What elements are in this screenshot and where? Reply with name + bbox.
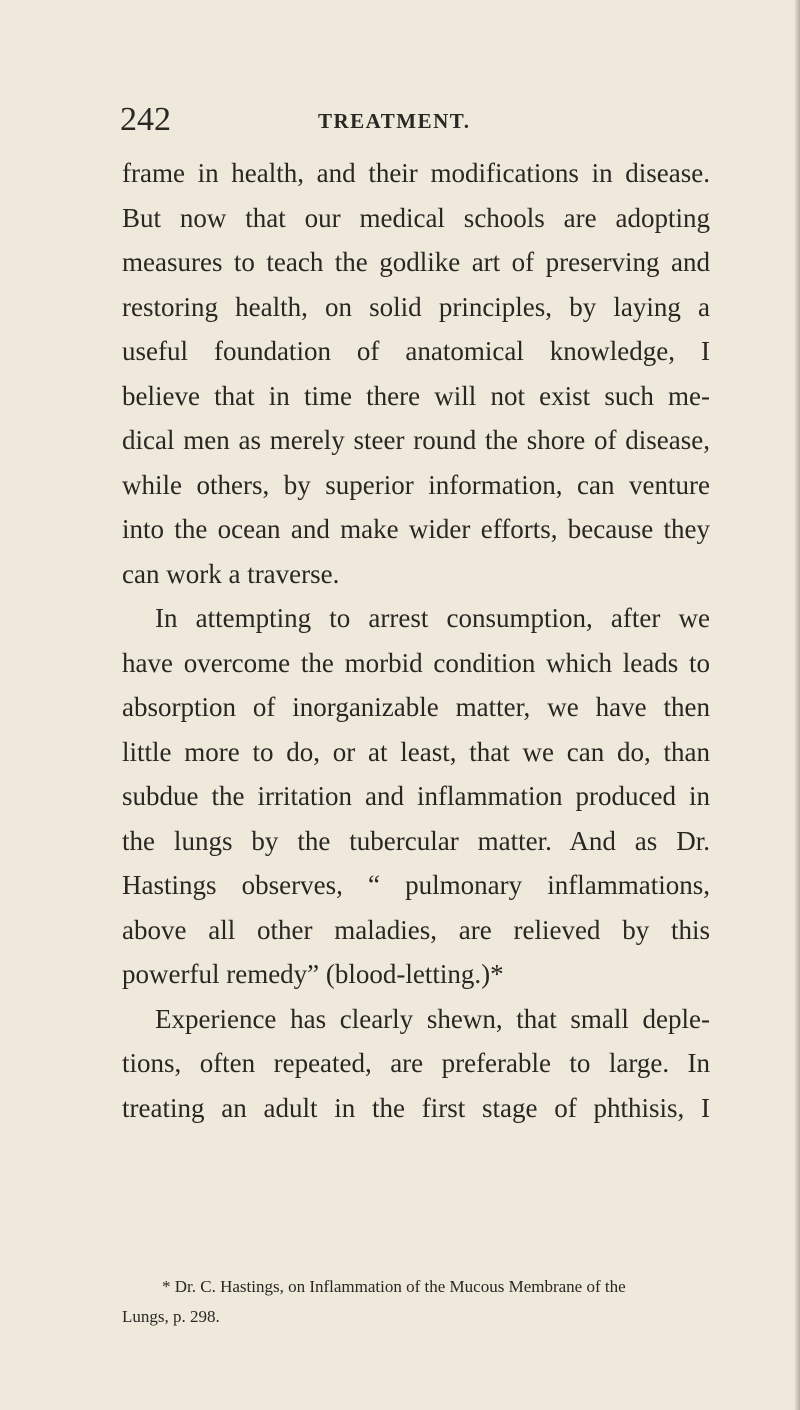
text-line: powerful remedy” (blood-letting.)* (122, 959, 504, 989)
paragraph-start-line: Experience has clearly shewn, that small deple- (155, 1003, 710, 1034)
text-line: while others, by superior information, can venture (122, 469, 710, 500)
text-line: into the ocean and make wider efforts, because they (122, 514, 710, 544)
text-line: dical men as merely steer round the shore of disease, (122, 425, 710, 455)
running-head: TREATMENT. (318, 109, 471, 133)
text-line: frame in health, and their modifications in disease. (122, 158, 710, 188)
page-header (0, 100, 800, 140)
page-number: 242 (120, 101, 171, 138)
footnote-line: Lungs, p. 298. (122, 1307, 220, 1326)
text-line: treating an adult in the first stage of phthisis, I (122, 1092, 710, 1123)
text-line: absorption of inorganizable matter, we have then (122, 692, 710, 722)
text-line: subdue the irritation and inflammation produced in (122, 781, 710, 811)
text-line: tions, often repeated, are preferable to large. In (122, 1048, 710, 1078)
text-line: useful foundation of anatomical knowledge, I (122, 336, 710, 366)
footnote (122, 1272, 712, 1332)
text-line: restoring health, on solid principles, by laying a (122, 291, 710, 322)
body-text (122, 151, 710, 1130)
text-line: the lungs by the tubercular matter. And as Dr. (122, 825, 710, 856)
text-line: little more to do, or at least, that we can do, than (122, 736, 710, 767)
text-line: can work a traverse. (122, 558, 340, 589)
text-line: But now that our medical schools are adopting (122, 202, 710, 233)
text-line: measures to teach the godlike art of preserving and (122, 247, 710, 277)
paragraph-start-line: In attempting to arrest consumption, after we (155, 603, 710, 633)
page-edge-shadow (794, 0, 800, 1410)
text-line: Hastings observes, “ pulmonary inflammations, (122, 870, 710, 900)
footnote-line: * Dr. C. Hastings, on Inflammation of the Mucous Membrane of the (162, 1277, 626, 1296)
text-line: have overcome the morbid condition which leads to (122, 647, 710, 678)
text-line: believe that in time there will not exist such me- (122, 380, 710, 411)
text-line: above all other maladies, are relieved by this (122, 914, 710, 945)
